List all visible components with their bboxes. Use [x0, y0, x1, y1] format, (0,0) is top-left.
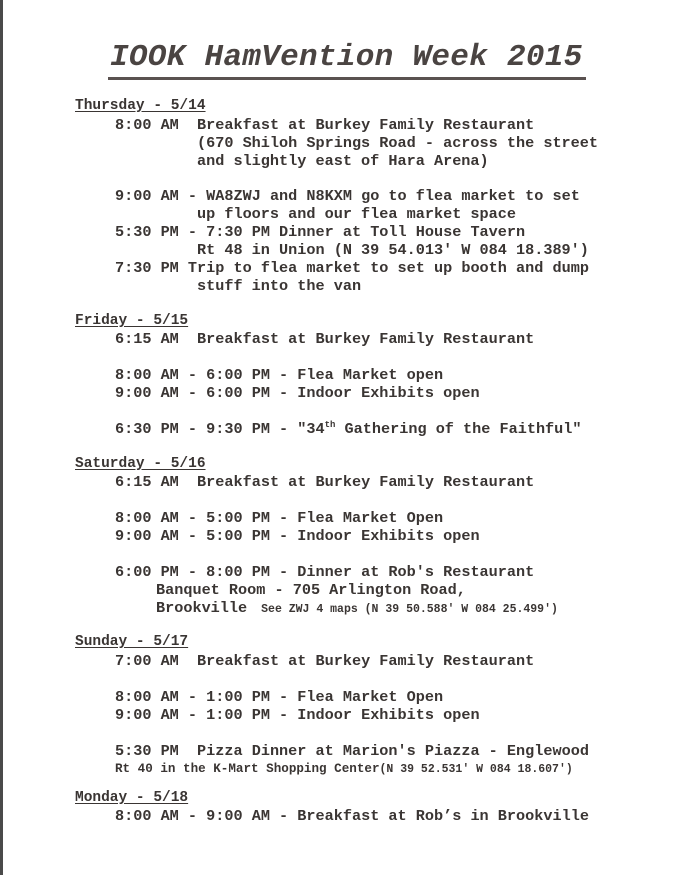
schedule-line: Brookville See ZWJ 4 maps (N 39 50.588' W 084 25.499')	[156, 599, 558, 617]
schedule-line: 5:30 PM Pizza Dinner at Marion's Piazza - Englewood	[115, 742, 589, 760]
schedule-line: 7:30 PM Trip to flea market to set up booth and dump	[115, 259, 589, 277]
schedule-line: 8:00 AM - 1:00 PM - Flea Market Open	[115, 688, 444, 706]
schedule-line: (670 Shiloh Springs Road - across the street	[197, 134, 599, 152]
day-heading-saturday: Saturday - 5/16	[75, 456, 206, 472]
schedule-line: up floors and our flea market space	[197, 205, 516, 223]
schedule-line: 7:00 AM Breakfast at Burkey Family Restaurant	[115, 652, 535, 670]
schedule-line-gathering: 6:30 PM - 9:30 PM - "34th Gathering of the Faithful"	[115, 420, 582, 438]
schedule-line: Banquet Room - 705 Arlington Road,	[156, 581, 466, 599]
schedule-line: 8:00 AM - 6:00 PM - Flea Market open	[115, 366, 444, 384]
schedule-line: 9:00 AM - 5:00 PM - Indoor Exhibits open	[115, 527, 480, 545]
schedule-line: 9:00 AM - 6:00 PM - Indoor Exhibits open	[115, 384, 480, 402]
page-edge	[0, 0, 3, 875]
schedule-line: 9:00 AM - 1:00 PM - Indoor Exhibits open	[115, 706, 480, 724]
schedule-line: and slightly east of Hara Arena)	[197, 152, 489, 170]
schedule-line: 9:00 AM - WA8ZWJ and N8KXM go to flea market to set	[115, 187, 580, 205]
schedule-line: 5:30 PM - 7:30 PM Dinner at Toll House Tavern	[115, 223, 526, 241]
schedule-line: 6:15 AM Breakfast at Burkey Family Restaurant	[115, 473, 535, 491]
day-heading-sunday: Sunday - 5/17	[75, 634, 189, 650]
schedule-line: stuff into the van	[197, 277, 362, 295]
day-heading-monday: Monday - 5/18	[75, 790, 189, 806]
schedule-line: Rt 40 in the K-Mart Shopping Center(N 39 52.531' W 084 18.607')	[115, 762, 573, 776]
page-title: IOOK HamVention Week 2015	[110, 40, 583, 75]
day-heading-friday: Friday - 5/15	[75, 313, 189, 329]
day-heading-thursday: Thursday - 5/14	[75, 98, 206, 114]
schedule-line: Rt 48 in Union (N 39 54.013' W 084 18.389')	[197, 241, 589, 259]
title-underline	[108, 77, 586, 80]
schedule-line: 8:00 AM - 5:00 PM - Flea Market Open	[115, 509, 444, 527]
schedule-line: 8:00 AM Breakfast at Burkey Family Restaurant	[115, 116, 535, 134]
schedule-line: 6:15 AM Breakfast at Burkey Family Restaurant	[115, 330, 535, 348]
schedule-line: 8:00 AM - 9:00 AM - Breakfast at Rob’s in Brookville	[115, 807, 589, 825]
schedule-line: 6:00 PM - 8:00 PM - Dinner at Rob's Restaurant	[115, 563, 535, 581]
